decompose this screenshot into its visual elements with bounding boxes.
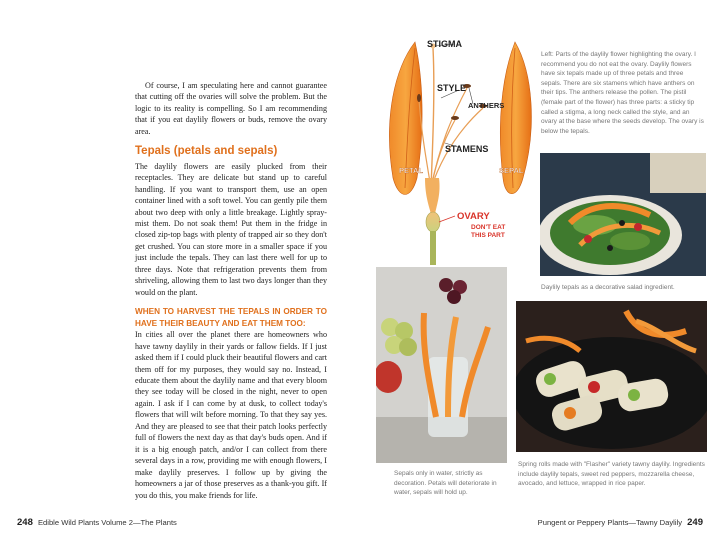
salad-photo xyxy=(540,153,706,276)
right-running-title: Pungent or Peppery Plants—Tawny Daylily xyxy=(537,518,683,527)
right-page-number: 249 xyxy=(687,517,703,528)
label-warning-2: THIS PART xyxy=(471,232,505,239)
label-ovary: OVARY xyxy=(457,211,490,222)
label-sepal: SEPAL xyxy=(499,166,524,175)
daylily-parts-diagram xyxy=(375,28,535,273)
label-stamens: STAMENS xyxy=(445,144,489,154)
ovary-shape xyxy=(426,212,440,232)
left-page-body xyxy=(135,80,327,501)
spring-rolls-caption: Spring rolls made with "Flasher" variety tawny daylily. Ingredients include daylily tepals, sweet red peppers, mozzarella cheese, avocado, and lettuce, wrapped in rice paper. xyxy=(518,461,705,488)
label-stigma: STIGMA xyxy=(427,39,462,49)
diagram-caption: Left: Parts of the daylily flower highlighting the ovary. I recommend you do not eat the ovary. Daylily flowers have six tepals made up of three petals and three sepals. There are six stamens which have anthers on their tips. The anthers release the pollen. The pistil (female part of the flower) has three parts: a sticky tip called a stigma, a long neck called the style, and an ovary at the base where the seeds develop. The ovary is below the tepals. xyxy=(541,51,704,135)
intro-paragraph: Of course, I am speculating here and cannot guarantee that cutting off the ovaries will solve the problem. But the logic to its reality is compelling. So I am recommending that if you eat daylily flowers or buds, remove the ovary area. xyxy=(135,81,327,136)
diagram-illustration xyxy=(375,28,535,273)
salad-caption: Daylily tepals as a decorative salad ingredient. xyxy=(541,284,675,291)
inline-heading: WHEN TO HARVEST THE TEPALS IN ORDER TO HAVE THEIR BEAUTY AND EAT THEM TOO: xyxy=(135,307,327,328)
right-footer xyxy=(538,517,706,528)
section-heading: Tepals (petals and sepals) xyxy=(135,145,278,158)
tepals-paragraph: The daylily flowers are easily plucked from their receptacles. They are delicate but stand up to careful handling. If you want to transport them, use an open container lined with a soft towel. You can gently pile them about two deep with only a little breakage. Lightly spray-mist them. Do not soak them! Put them in the fridge in closed zip-top bags with plenty of trapped air so they don't get crushed. You can store more in a smaller space if you just include the tepals. They can last there well for up to three days. Note that refrigeration prevents them from shriveling, allowing them to last two days longer than they would on the plant. xyxy=(135,161,327,297)
vase-caption: Sepals only in water, strictly as decoration. Petals will deteriorate in water, sepals will hold up. xyxy=(394,470,497,497)
left-running-title: Edible Wild Plants Volume 2—The Plants xyxy=(37,518,177,527)
label-warning-1: DON'T EAT xyxy=(471,224,506,231)
vase-photo xyxy=(376,267,507,463)
label-style: STYLE xyxy=(437,83,467,93)
spring-rolls-photo xyxy=(516,301,707,452)
label-anthers: ANTHERS xyxy=(468,101,505,110)
harvest-paragraph: In cities all over the planet there are homeowners who have tawny daylily in their yards or fallow fields. If I just asked them if I could pluck their beautiful flowers and cart them off for my purposes, they would say no. Instead, I educate them about the daylily name and that every bloom they see today will be closed in the night, never to open again. I ask if I can come by at dusk, to collect today's flowers that will wilt before morning. To that they say yes. And they are pleased to see that their patch looks perfectly full of flowers the next day as that day's buds open. And if it is a big enough patch, and/or I can collect from there several days in a row, providing me with enough flowers, I make daylily preserves. I follow up by giving the homeowners a jar of those preserves as a thank-you gift. If you do this, you make friends for life. xyxy=(135,330,327,500)
label-petal: PETAL xyxy=(399,166,424,175)
left-page-number: 248 xyxy=(17,517,33,528)
left-footer xyxy=(14,517,177,528)
